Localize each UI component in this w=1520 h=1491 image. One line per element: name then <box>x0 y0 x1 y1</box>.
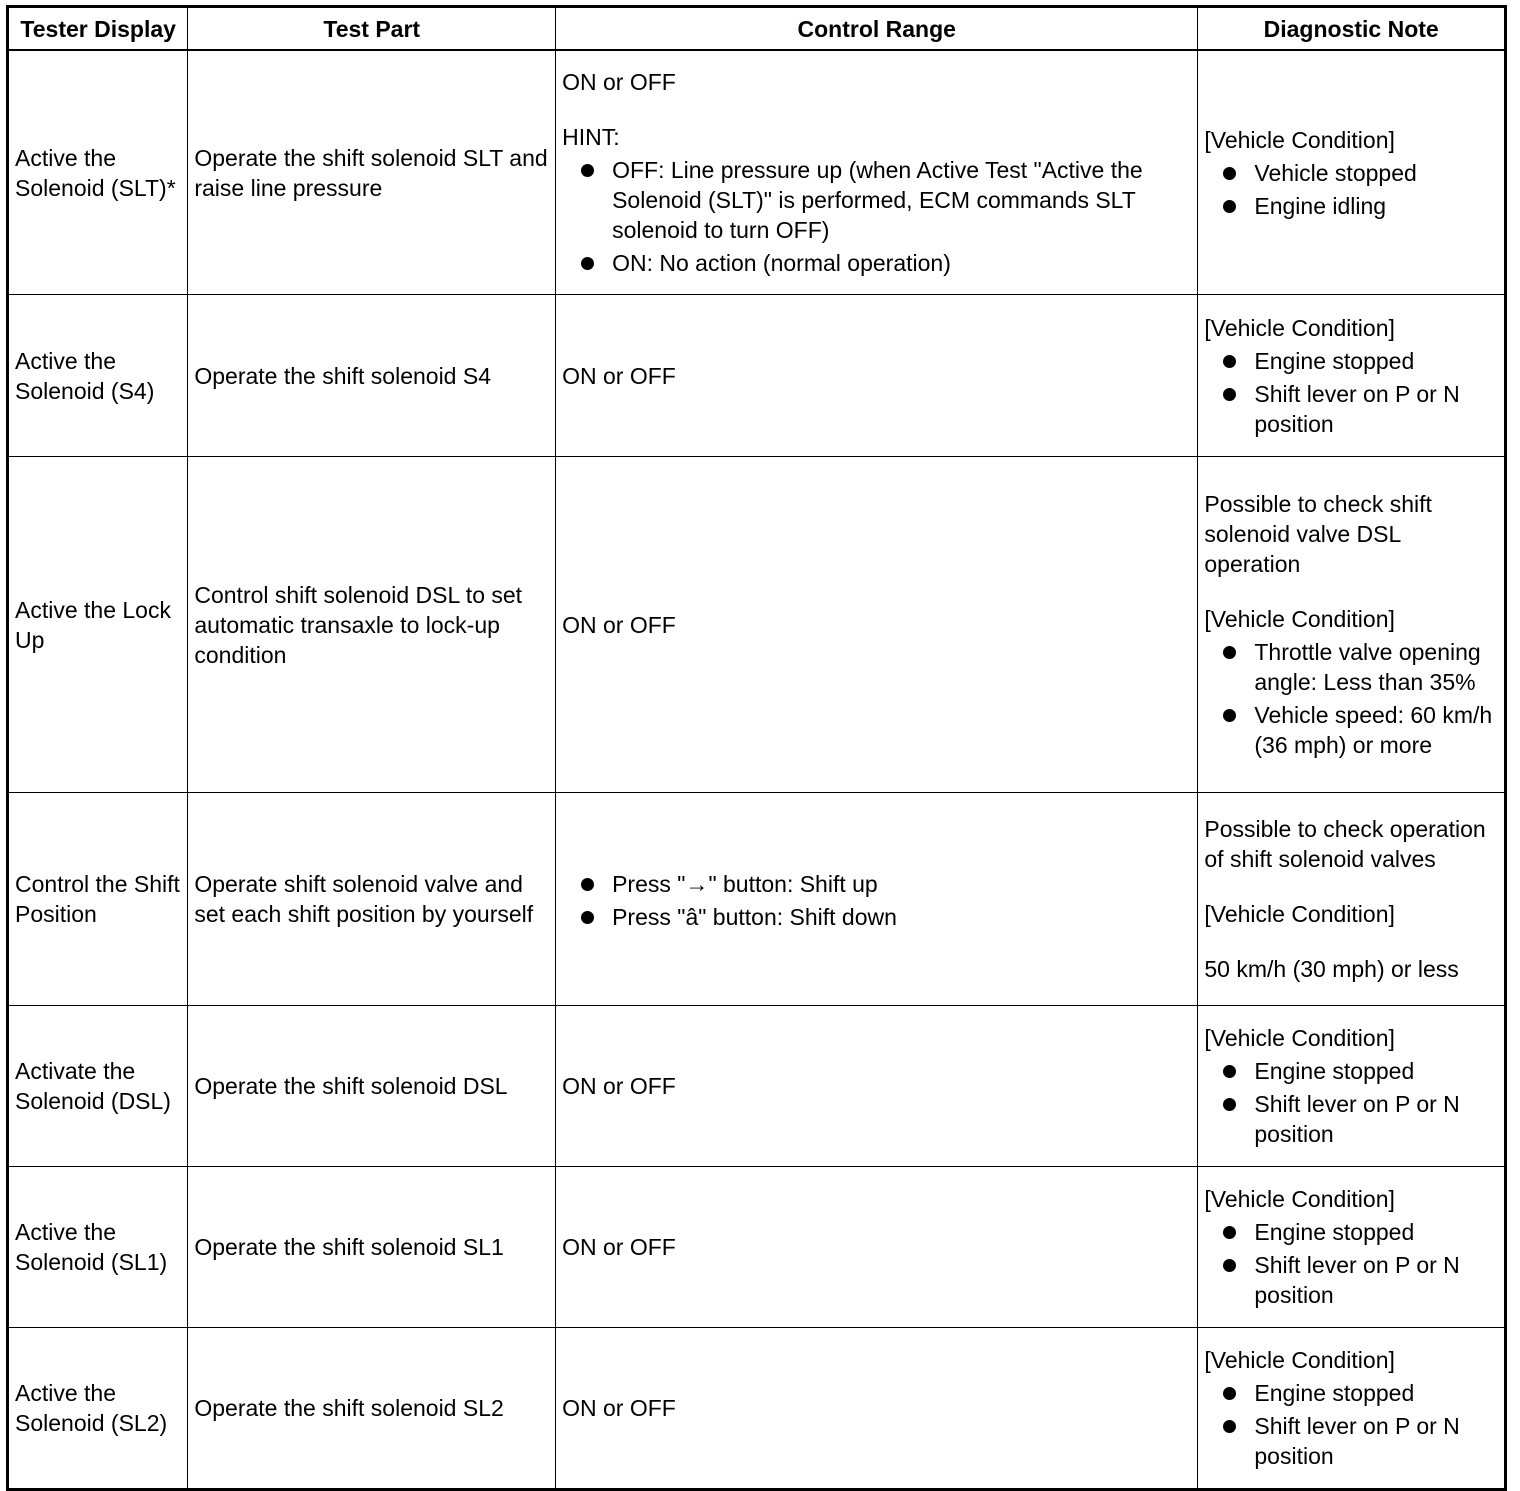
test-part-cell <box>188 1167 556 1328</box>
tester-display-text: Active the Solenoid (SL2) <box>15 1380 168 1436</box>
bullet-icon <box>581 257 594 270</box>
test-part-cell <box>188 295 556 457</box>
list-item-text: Engine stopped <box>1254 1380 1415 1406</box>
bullet-icon <box>1223 1065 1236 1078</box>
diagnostic-note-cell <box>1198 793 1506 1006</box>
test-part-text: Operate the shift solenoid SLT and raise line pressure <box>194 144 548 201</box>
table-header-row <box>8 7 1506 51</box>
list-item <box>1204 1089 1498 1149</box>
list-item-text: Engine stopped <box>1254 1219 1415 1245</box>
tester-display-cell <box>8 457 188 793</box>
diagnostic-note-cell <box>1198 1328 1506 1490</box>
table-row <box>8 1167 1506 1328</box>
bullet-icon <box>581 878 594 891</box>
tester-display-cell <box>8 50 188 295</box>
diagnostic-note-cell <box>1198 1167 1506 1328</box>
list-item-text: Vehicle stopped <box>1254 159 1417 186</box>
list-item <box>1204 637 1498 697</box>
list-item-text: Press "→" button: Shift up <box>612 871 878 897</box>
condition-label: [Vehicle Condition] <box>1204 1186 1395 1212</box>
bullet-icon <box>1223 1420 1236 1433</box>
table-row <box>8 1006 1506 1167</box>
tester-display-text: Activate the Solenoid (DSL) <box>15 1058 171 1114</box>
bullet-icon <box>1223 388 1236 401</box>
list-item <box>562 902 1191 932</box>
table-row <box>8 50 1506 295</box>
diagnostic-note-cell <box>1198 1006 1506 1167</box>
table-row <box>8 1328 1506 1490</box>
condition-label: [Vehicle Condition] <box>1204 314 1395 341</box>
bullet-icon <box>1223 646 1236 659</box>
test-part-cell <box>188 1006 556 1167</box>
bullet-icon <box>1223 1387 1236 1400</box>
control-range-value: ON or OFF <box>562 362 676 389</box>
bullet-icon <box>1223 1098 1236 1111</box>
note-intro: Possible to check operation of shift solenoid valves <box>1204 816 1486 872</box>
test-part-cell <box>188 457 556 793</box>
condition-text: 50 km/h (30 mph) or less <box>1204 956 1459 982</box>
tester-display-cell <box>8 1006 188 1167</box>
condition-list <box>1204 1217 1498 1310</box>
condition-label: [Vehicle Condition] <box>1204 1025 1395 1051</box>
table-row <box>8 295 1506 457</box>
bullet-icon <box>581 911 594 924</box>
bullet-icon <box>1223 167 1236 180</box>
bullet-icon <box>1223 355 1236 368</box>
active-test-table <box>6 5 1507 1491</box>
list-item <box>1204 158 1498 188</box>
condition-list <box>1204 1056 1498 1149</box>
list-item-text: Shift lever on P or N position <box>1254 1091 1460 1147</box>
control-range-list <box>562 869 1191 932</box>
bullet-icon <box>1223 1259 1236 1272</box>
test-part-text: Operate the shift solenoid DSL <box>194 1073 508 1099</box>
tester-display-text: Active the Solenoid (SLT)* <box>15 144 176 201</box>
condition-label: [Vehicle Condition] <box>1204 606 1395 632</box>
list-item <box>1204 700 1498 760</box>
control-range-cell <box>556 295 1198 457</box>
bullet-icon <box>581 164 594 177</box>
test-part-text: Operate the shift solenoid SL1 <box>194 1234 504 1260</box>
list-item-text: Throttle valve opening angle: Less than 35% <box>1254 639 1481 695</box>
diagnostic-note-cell <box>1198 50 1506 295</box>
diagnostic-note-cell <box>1198 457 1506 793</box>
list-item-text: Shift lever on P or N position <box>1254 380 1460 437</box>
note-intro: Possible to check shift solenoid valve DSL operation <box>1204 491 1432 577</box>
list-item-text: OFF: Line pressure up (when Active Test "Active the Solenoid (SLT)" is performed, ECM commands SLT solenoid to turn OFF) <box>612 157 1143 243</box>
header-diagnostic-note: Diagnostic Note <box>1198 7 1506 51</box>
list-item <box>562 248 1191 278</box>
test-part-text: Control shift solenoid DSL to set automatic transaxle to lock-up condition <box>194 581 523 668</box>
list-item <box>1204 346 1498 376</box>
active-test-sheet <box>6 5 1507 1491</box>
list-item-text: Engine stopped <box>1254 347 1415 374</box>
bullet-icon <box>1223 1226 1236 1239</box>
table-row <box>8 793 1506 1006</box>
bullet-icon <box>1223 709 1236 722</box>
tester-display-text: Active the Solenoid (SL1) <box>15 1219 168 1275</box>
condition-list <box>1204 158 1498 221</box>
tester-display-cell <box>8 295 188 457</box>
tester-display-text: Active the Solenoid (S4) <box>15 347 155 404</box>
diagnostic-note-cell <box>1198 295 1506 457</box>
list-item-text: Vehicle speed: 60 km/h (36 mph) or more <box>1254 702 1493 758</box>
control-range-cell <box>556 1328 1198 1490</box>
condition-label: [Vehicle Condition] <box>1204 1347 1395 1373</box>
header-tester-display: Tester Display <box>8 7 188 51</box>
list-item <box>1204 191 1498 221</box>
list-item-text: Press "â" button: Shift down <box>612 904 897 930</box>
test-part-cell <box>188 1328 556 1490</box>
control-range-value: ON or OFF <box>562 1395 676 1421</box>
condition-list <box>1204 1378 1498 1471</box>
list-item-text: ON: No action (normal operation) <box>612 250 951 276</box>
header-control-range: Control Range <box>556 7 1198 51</box>
condition-label: [Vehicle Condition] <box>1204 901 1395 927</box>
hint-list <box>562 155 1191 278</box>
list-item-text: Engine idling <box>1254 192 1387 219</box>
control-range-value: ON or OFF <box>562 69 676 95</box>
control-range-value: ON or OFF <box>562 1234 676 1260</box>
header-test-part: Test Part <box>188 7 556 51</box>
tester-display-cell <box>8 1328 188 1490</box>
test-part-cell <box>188 793 556 1006</box>
condition-list <box>1204 346 1498 439</box>
list-item <box>1204 1411 1498 1471</box>
control-range-cell <box>556 50 1198 295</box>
control-range-cell <box>556 1006 1198 1167</box>
control-range-value: ON or OFF <box>562 611 676 638</box>
hint-label: HINT: <box>562 124 620 150</box>
list-item <box>1204 379 1498 439</box>
list-item <box>1204 1250 1498 1310</box>
tester-display-text: Active the Lock Up <box>15 596 171 653</box>
tester-display-text: Control the Shift Position <box>15 871 180 927</box>
table-row <box>8 457 1506 793</box>
condition-list <box>1204 637 1498 760</box>
test-part-cell <box>188 50 556 295</box>
test-part-text: Operate the shift solenoid SL2 <box>194 1395 504 1421</box>
list-item-text: Shift lever on P or N position <box>1254 1413 1460 1469</box>
list-item <box>1204 1378 1498 1408</box>
test-part-text: Operate the shift solenoid S4 <box>194 362 491 389</box>
control-range-cell <box>556 793 1198 1006</box>
tester-display-cell <box>8 1167 188 1328</box>
test-part-text: Operate shift solenoid valve and set each shift position by yourself <box>194 871 534 927</box>
tester-display-cell <box>8 793 188 1006</box>
list-item <box>562 869 1191 899</box>
control-range-cell <box>556 457 1198 793</box>
control-range-cell <box>556 1167 1198 1328</box>
condition-label: [Vehicle Condition] <box>1204 126 1395 153</box>
list-item <box>1204 1217 1498 1247</box>
list-item-text: Shift lever on P or N position <box>1254 1252 1460 1308</box>
list-item-text: Engine stopped <box>1254 1058 1415 1084</box>
control-range-value: ON or OFF <box>562 1073 676 1099</box>
list-item <box>562 155 1191 245</box>
list-item <box>1204 1056 1498 1086</box>
bullet-icon <box>1223 200 1236 213</box>
